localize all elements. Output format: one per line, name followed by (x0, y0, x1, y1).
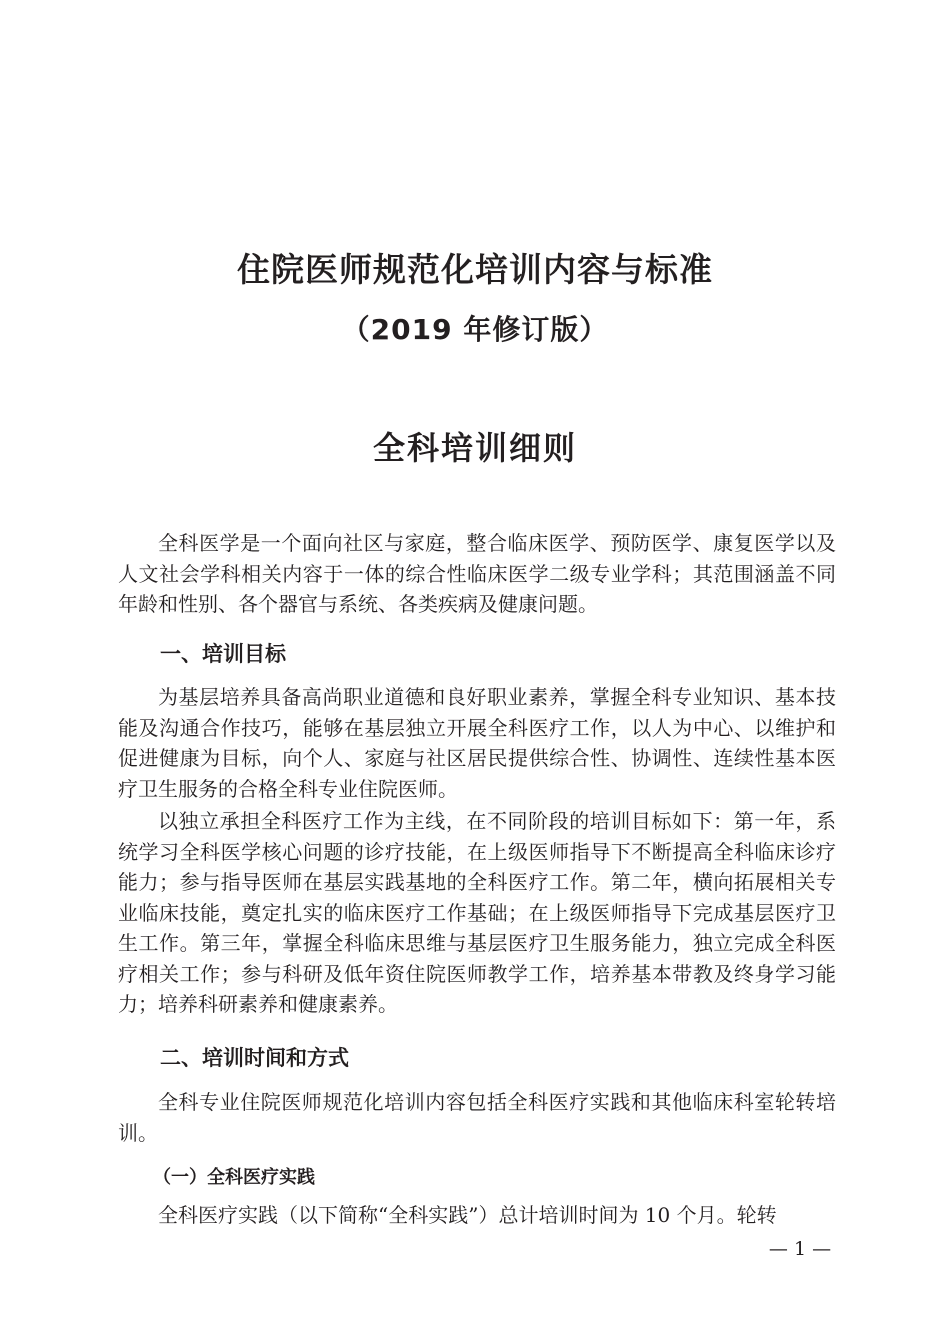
subheading-general-practice: （一）全科医疗实践 (153, 1167, 315, 1188)
section-title: 全科培训细则 (372, 429, 577, 467)
intro-paragraph: 全科医学是一个面向社区与家庭，整合临床医学、预防医学、康复医学以及人文社会学科相关内容于一体的综合性临床医学二级专业学科；其范围涵盖不同年龄和性别、各个器官与系统、各类疾病及健康问题。 (118, 531, 836, 616)
page-number: — 1 — (768, 1238, 832, 1260)
goal-paragraph-2: 以独立承担全科医疗工作为主线，在不同阶段的培训目标如下：第一年，系统学习全科医学核心问题的诊疗技能，在上级医师指导下不断提高全科临床诊疗能力；参与指导医师在基层实践基地的全科医疗工作。第二年，横向拓展相关专业临床技能，奠定扎实的临床医疗工作基础；在上级医师指导下完成基层医疗卫生工作。第三年，掌握全科临床思维与基层医疗卫生服务能力，独立完成全科医疗相关工作；参与科研及低年资住院医师教学工作，培养基本带教及终身学习能力；培养科研素养和健康素养。 (118, 809, 836, 1016)
heading-training-goals: 一、培训目标 (160, 641, 286, 666)
goal-paragraph-1: 为基层培养具备高尚职业道德和良好职业素养，掌握全科专业知识、基本技能及沟通合作技巧，能够在基层独立开展全科医疗工作，以人为中心、以维护和促进健康为目标，向个人、家庭与社区居民提供综合性、协调性、连续性基本医疗卫生服务的合格全科专业住院医师。 (118, 685, 836, 801)
document-title: 住院医师规范化培训内容与标准 (237, 250, 713, 289)
method-paragraph: 全科专业住院医师规范化培训内容包括全科医疗实践和其他临床科室轮转培训。 (118, 1090, 836, 1145)
practice-paragraph: 全科医疗实践（以下简称“全科实践”）总计培训时间为 10 个月。轮转 (158, 1203, 777, 1227)
heading-training-time-method: 二、培训时间和方式 (160, 1045, 349, 1070)
document-subtitle: （2019 年修订版） (341, 313, 609, 346)
